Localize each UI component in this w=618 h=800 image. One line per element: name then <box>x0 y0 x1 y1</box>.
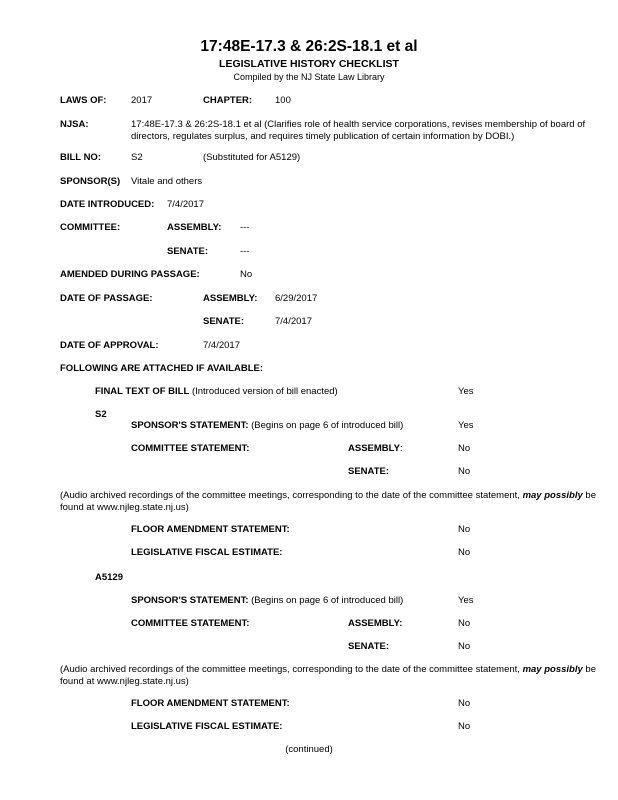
s2-sponsor-value: Yes <box>458 420 474 431</box>
a5129-sponsor-label: SPONSOR'S STATEMENT: <box>131 595 249 606</box>
date-of-approval-label: DATE OF APPROVAL: <box>60 340 159 351</box>
amended-value: No <box>240 269 253 280</box>
date-of-passage-label: DATE OF PASSAGE: <box>60 293 153 304</box>
continued-note: (continued) <box>285 744 333 755</box>
a5129-fiscal-value: No <box>458 721 471 732</box>
page-subtitle: LEGISLATIVE HISTORY CHECKLIST <box>219 58 399 70</box>
final-text-label: FINAL TEXT OF BILL <box>95 386 190 397</box>
njsa-label: NJSA: <box>60 119 89 130</box>
s2-assembly-colon: : <box>399 443 403 454</box>
laws-of-value: 2017 <box>131 95 153 106</box>
chapter-value: 100 <box>275 95 291 106</box>
a5129-sponsor-note: (Begins on page 6 of introduced bill) <box>251 595 404 606</box>
s2-floor-value: No <box>458 524 471 535</box>
passage-assembly-label: ASSEMBLY: <box>203 293 258 304</box>
s2-audio-note-post: be found at www.njleg.state.nj.us) <box>60 490 596 513</box>
compiled-by: Compiled by the NJ State Law Library <box>233 72 385 82</box>
date-of-approval-value: 7/4/2017 <box>203 340 240 351</box>
attached-heading: FOLLOWING ARE ATTACHED IF AVAILABLE: <box>60 363 263 374</box>
a5129-audio-note <box>60 664 608 688</box>
s2-senate-label: SENATE: <box>348 466 389 477</box>
s2-assembly-label: ASSEMBLY <box>348 443 400 454</box>
a5129-floor-label: FLOOR AMENDMENT STATEMENT: <box>131 698 290 709</box>
final-text-value: Yes <box>458 386 474 397</box>
substituted-for: (Substituted for A5129) <box>203 152 301 163</box>
bill-no-label: BILL NO: <box>60 152 101 163</box>
a5129-audio-note-emphasis: may possibly <box>522 664 583 675</box>
laws-of-label: LAWS OF: <box>60 95 107 106</box>
passage-senate-label: SENATE: <box>203 316 244 327</box>
a5129-senate-label: SENATE: <box>348 641 389 652</box>
s2-audio-note-emphasis: may possibly <box>522 490 583 501</box>
a5129-sponsor-value: Yes <box>458 595 474 606</box>
a5129-audio-note-pre: (Audio archived recordings of the committee meetings, corresponding to the date of the committee statement, <box>60 664 523 675</box>
a5129-fiscal-label: LEGISLATIVE FISCAL ESTIMATE: <box>131 721 283 732</box>
s2-fiscal-label: LEGISLATIVE FISCAL ESTIMATE: <box>131 547 283 558</box>
a5129-assembly-label: ASSEMBLY: <box>348 618 403 629</box>
final-text-note: (Introduced version of bill enacted) <box>191 386 338 397</box>
a5129-floor-value: No <box>458 698 471 709</box>
date-introduced-value: 7/4/2017 <box>167 199 204 210</box>
s2-fiscal-value: No <box>458 547 471 558</box>
s2-floor-label: FLOOR AMENDMENT STATEMENT: <box>131 524 290 535</box>
committee-assembly-label: ASSEMBLY: <box>167 222 222 233</box>
s2-label: S2 <box>95 409 107 420</box>
passage-assembly-value: 6/29/2017 <box>275 293 318 304</box>
s2-sponsor-label: SPONSOR'S STATEMENT: <box>131 420 249 431</box>
a5129-committee-label: COMMITTEE STATEMENT: <box>131 618 250 629</box>
amended-label: AMENDED DURING PASSAGE: <box>60 269 200 280</box>
date-introduced-label: DATE INTRODUCED: <box>60 199 155 210</box>
s2-sponsor-note: (Begins on page 6 of introduced bill) <box>251 420 404 431</box>
a5129-sponsor-row <box>131 595 403 607</box>
s2-sponsor-row <box>131 420 403 432</box>
s2-audio-note-pre: (Audio archived recordings of the committee meetings, corresponding to the date of the committee statement, <box>60 490 523 501</box>
a5129-label: A5129 <box>95 572 123 583</box>
bill-no-value: S2 <box>131 152 143 163</box>
s2-committee-label: COMMITTEE STATEMENT: <box>131 443 250 454</box>
chapter-label: CHAPTER: <box>203 95 253 106</box>
committee-senate-label: SENATE: <box>167 246 208 257</box>
final-text-row <box>95 386 338 398</box>
njsa-value: 17:48E-17.3 & 26:2S-18.1 et al (Clarifies role of health service corporations, revises membership of board of directors, regulates surplus, and requires timely publication of certain information by DOBI.) <box>131 119 586 142</box>
sponsors-label: SPONSOR(S) <box>60 176 121 187</box>
a5129-senate-value: No <box>458 641 471 652</box>
s2-assembly-row <box>348 443 403 455</box>
a5129-assembly-value: No <box>458 618 471 629</box>
sponsors-value: Vitale and others <box>131 176 203 187</box>
passage-senate-value: 7/4/2017 <box>275 316 312 327</box>
s2-assembly-value: No <box>458 443 471 454</box>
page-title: 17:48E-17.3 & 26:2S-18.1 et al <box>200 38 418 55</box>
committee-assembly-value: --- <box>240 222 250 233</box>
committee-label: COMMITTEE: <box>60 222 121 233</box>
s2-senate-value: No <box>458 466 471 477</box>
committee-senate-value: --- <box>240 246 250 257</box>
s2-audio-note <box>60 490 608 514</box>
a5129-audio-note-post: be found at www.njleg.state.nj.us) <box>60 664 596 687</box>
